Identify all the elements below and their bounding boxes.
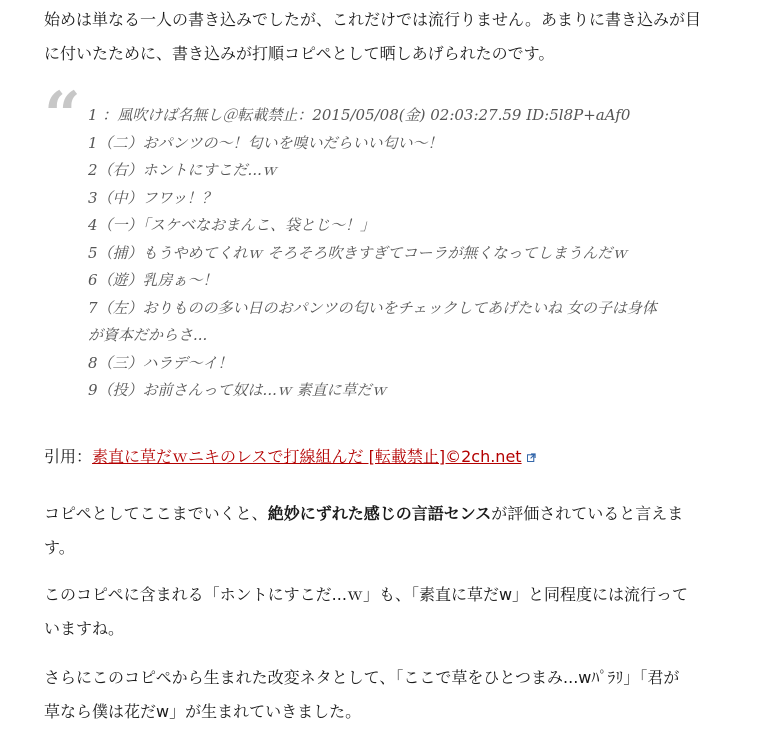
quote-line: 5（捕）もうやめてくれｗ そろそろ吹きすぎてコーラが無くなってしまうんだｗ — [88, 243, 628, 262]
quote-line: 7（左）おりものの多い日のおパンツの匂いをチェックしてあげたいね 女の子は身体 — [88, 298, 657, 317]
quote-line: 8（三）ハラデ〜イ！ — [88, 353, 233, 372]
citation-label: 引用： — [44, 447, 93, 466]
quote-mark-icon: “ — [44, 78, 81, 153]
honto-paragraph — [44, 578, 744, 646]
sarani-line-1: さらにこのコピペから生まれた改変ネタとして、「ここで草をひとつまみ...wﾊﾟﾗﾘ」「君が — [44, 668, 680, 687]
citation-paragraph — [44, 440, 744, 474]
sarani-paragraph — [44, 661, 744, 729]
quote-lines — [88, 102, 744, 405]
copypasta-blockquote — [44, 78, 744, 416]
intro-line-1: 始めは単なる一人の書き込みでしたが、これだけでは流行りません。あまりに書き込みが目 — [44, 10, 701, 29]
external-link-icon — [527, 453, 536, 462]
copipe-text-a: コピペとしてここまでいくと、 — [44, 504, 268, 523]
quote-line: 3（中）フワッ！？ — [88, 188, 217, 207]
intro-line-2: に付いたために、書き込みが打順コピペとして晒しあげられたのです。 — [44, 44, 555, 63]
honto-line-2: いますね。 — [44, 619, 125, 638]
copipe-line-1 — [44, 497, 744, 531]
quote-line: 6（遊）乳房ぁ〜！ — [88, 271, 218, 289]
quote-line: 1（二）おパンツの〜！匂いを嗅いだらいい匂い〜！ — [88, 133, 443, 152]
copipe-line-2: す。 — [44, 538, 75, 557]
citation-link[interactable]: 素直に草だｗニキのレスで打線組んだ [転載禁止]©2ch.net — [92, 447, 522, 466]
sarani-line-2: 草なら僕は花だw」が生まれていきました。 — [44, 702, 362, 721]
copipe-text-c: が評価されていると言えま — [491, 504, 684, 523]
honto-line-1: このコピペに含まれる「ホントにすこだ...ｗ」も、「素直に草だw」と同程度には流行って — [44, 585, 689, 604]
copipe-paragraph — [44, 497, 744, 565]
quote-line: 1 ：風吹けば名無し＠転載禁止：2015/05/08(金) 02:03:27.59 ID:5l8P+aAf0 — [88, 106, 631, 124]
copipe-emphasis: 絶妙にずれた感じの言語センス — [267, 504, 492, 523]
quote-line: が資本だからさ... — [88, 326, 208, 344]
quote-line: 2（右）ホントにすこだ...ｗ — [88, 161, 277, 179]
intro-paragraph — [44, 3, 744, 71]
quote-line: 9（投）お前さんって奴は...ｗ 素直に草だｗ — [88, 381, 387, 399]
quote-line: 4（一）「スケベなおまんこ、袋とじ〜！」 — [88, 216, 376, 234]
